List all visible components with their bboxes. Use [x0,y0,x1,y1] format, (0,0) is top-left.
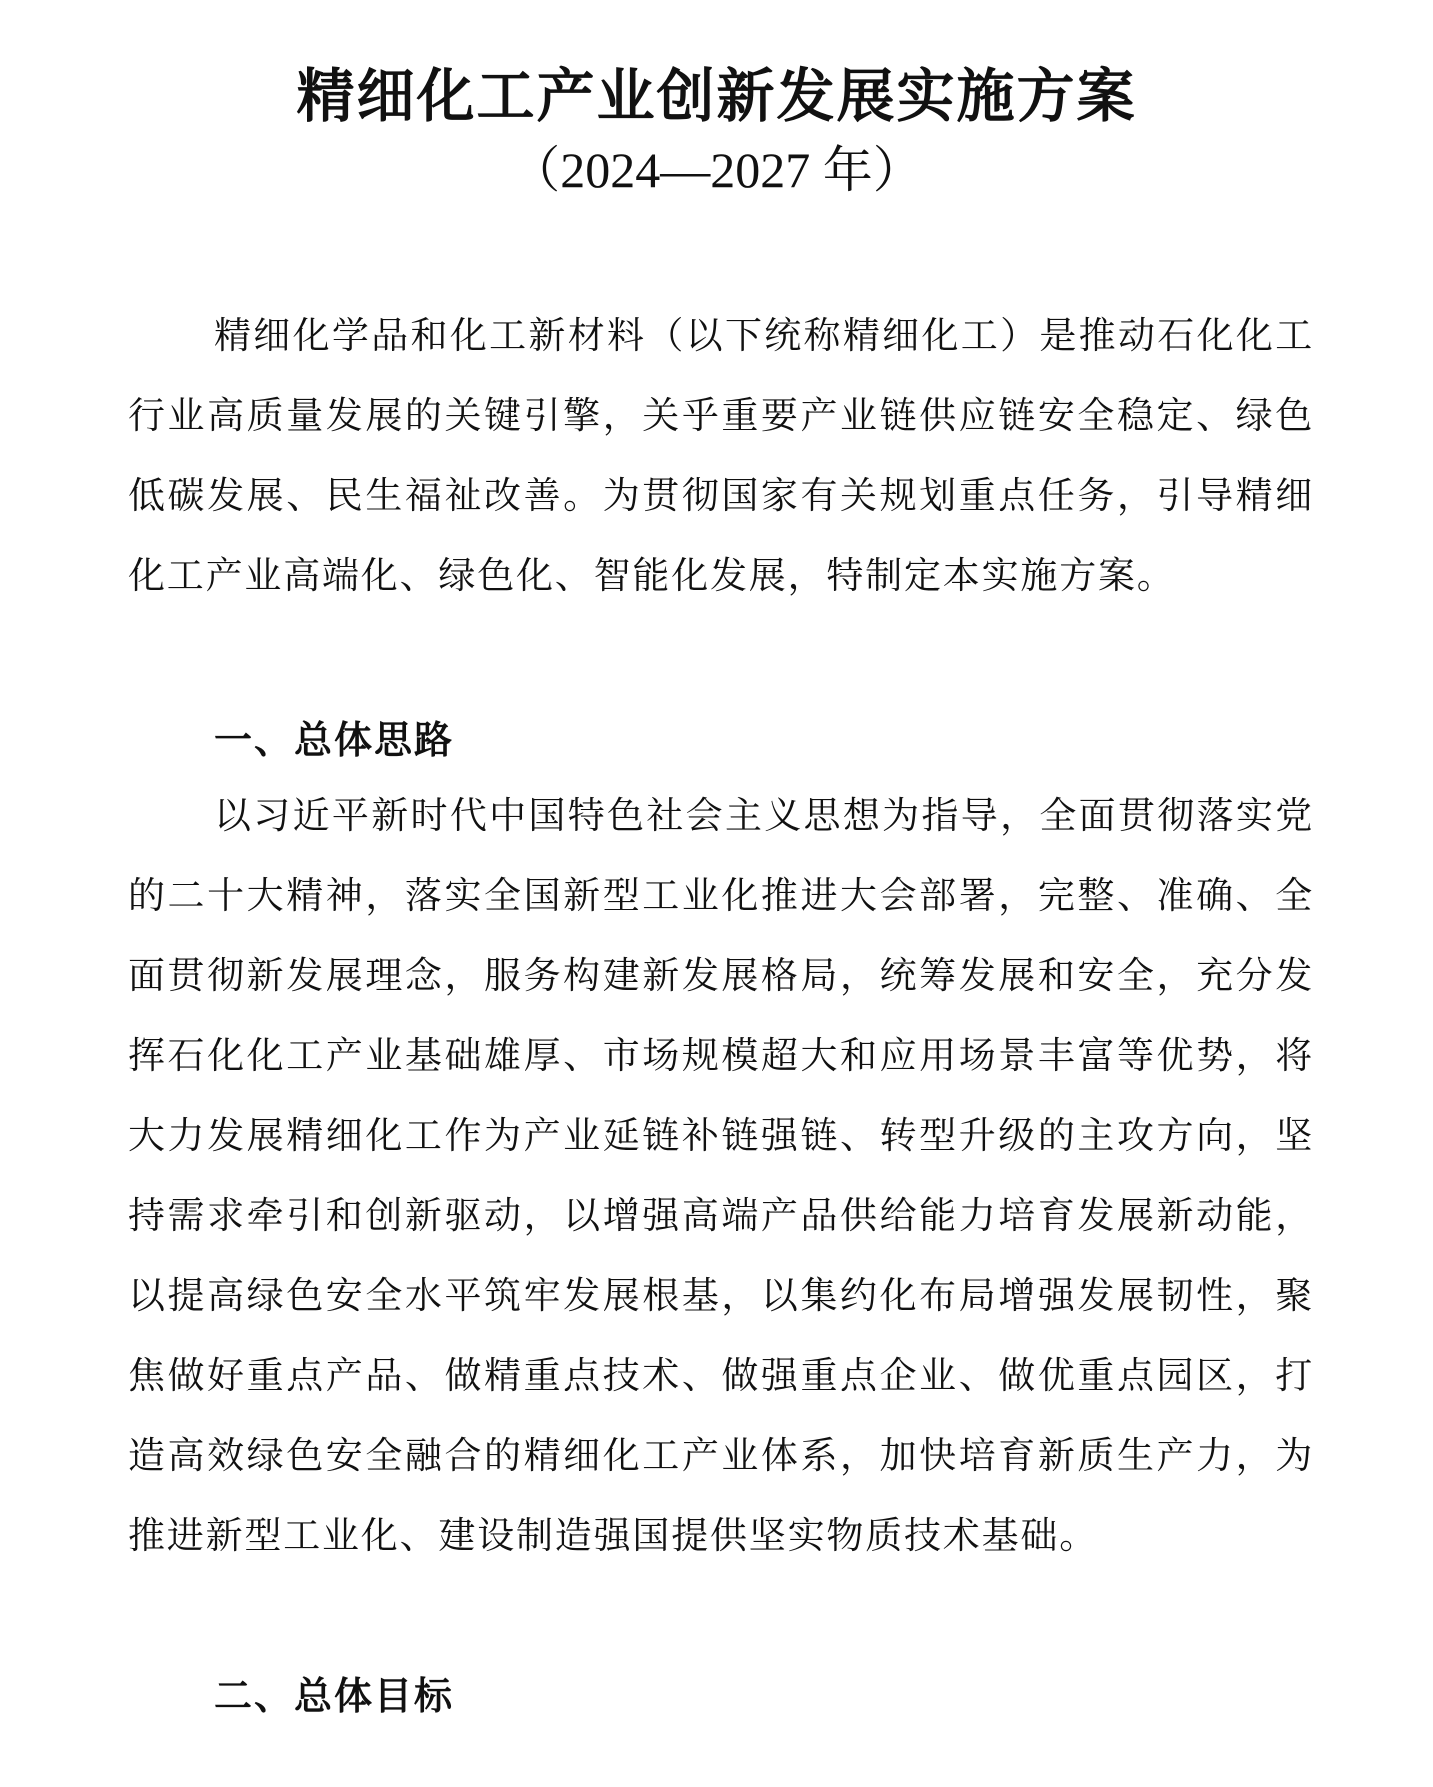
section-heading-1: 一、总体思路 [214,718,455,762]
intro-paragraph: 精细化学品和化工新材料（以下统称精细化工）是推动石化化工行业高质量发展的关键引擎，关乎重要产业链供应链安全稳定、绿色低碳发展、民生福祉改善。为贯彻国家有关规划重点任务，引导精细化工产业高端化、绿色化、智能化发展，特制定本实施方案。 [128,314,1314,597]
section-heading-2: 二、总体目标 [214,1674,455,1718]
section-1-paragraph: 以习近平新时代中国特色社会主义思想为指导，全面贯彻落实党的二十大精神，落实全国新型工业化推进大会部署，完整、准确、全面贯彻新发展理念，服务构建新发展格局，统筹发展和安全，充分发挥石化化工产业基础雄厚、市场规模超大和应用场景丰富等优势，将大力发展精细化工作为产业延链补链强链、转型升级的主攻方向，坚持需求牵引和创新驱动，以增强高端产品供给能力培育发展新动能，以提高绿色安全水平筑牢发展根基，以集约化布局增强发展韧性，聚焦做好重点产品、做精重点技术、做强重点企业、做优重点园区，打造高效绿色安全融合的精细化工产业体系，加快培育新质生产力，为推进新型工业化、建设制造强国提供坚实物质技术基础。 [128,794,1314,1557]
document-subtitle: （2024—2027 年） [510,142,923,198]
document-title: 精细化工产业创新发展实施方案 [296,62,1137,130]
